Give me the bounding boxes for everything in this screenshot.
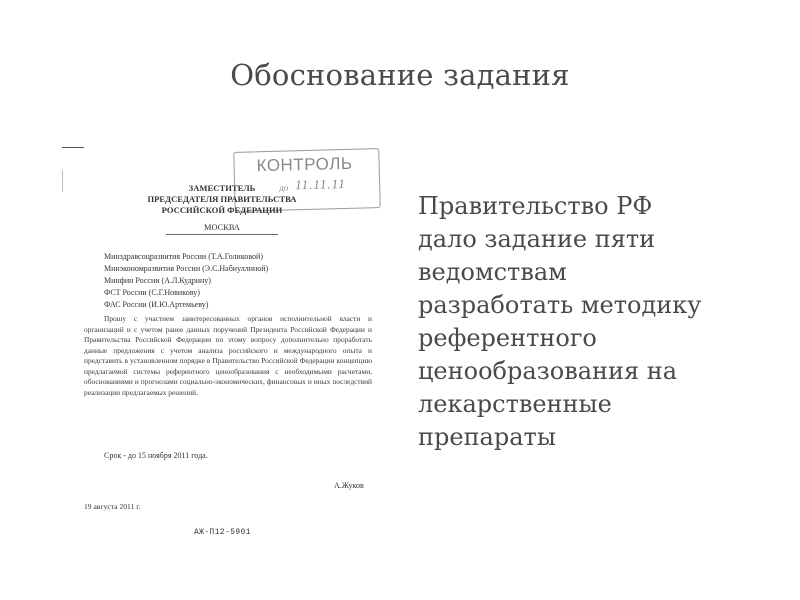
document-city: МОСКВА (204, 223, 240, 232)
side-text-line: ведомствам (418, 258, 567, 286)
side-description (418, 190, 778, 454)
addressee: Минфин России (А.Л.Кудрину) (104, 276, 211, 285)
slide-title: Обоснование задания (230, 58, 570, 92)
addressee: ФАС России (И.Ю.Артемьеву) (104, 300, 209, 309)
document-header-line: ПРЕДСЕДАТЕЛЯ ПРАВИТЕЛЬСТВА (147, 194, 297, 204)
side-text-line: лекарственные (418, 390, 612, 418)
scanned-document (62, 138, 380, 558)
side-text-line: референтного (418, 324, 597, 352)
side-text-line: ценообразования на (418, 357, 678, 385)
side-text-line: разработать методику (418, 291, 702, 319)
scan-dash-mark (62, 147, 84, 148)
document-date: 19 августа 2011 г. (84, 502, 141, 511)
side-text-line: Правительство РФ (418, 192, 653, 220)
addressee: ФСТ России (С.Г.Новикову) (104, 288, 200, 297)
stamp-handwritten-date: 11.11.11 (294, 175, 346, 193)
document-body: Прошу с участием заинтересованных органов исполнительной власти и организаций и с учетом ранее данных поручений Президента Российской Федерации и Правительства Российской Федерации по этому вопросу дополнительно проработать данные предложения с учетом анализа российского и международного опыта и представить в установленном порядке в Правительство Российской Федерации концепцию предлагаемой системы референтного ценообразования с необходимыми расчетами, обоснованиями и прогнозами социально-экономических, финансовых и иных последствий реализации предлагаемых решений. (84, 314, 372, 397)
document-header-line: ЗАМЕСТИТЕЛЬ (188, 183, 256, 193)
document-header-line: РОССИЙСКОЙ ФЕДЕРАЦИИ (161, 205, 283, 215)
document-deadline: Срок - до 15 ноября 2011 года. (104, 451, 208, 460)
document-reg-number: АЖ-П12-5901 (194, 529, 251, 537)
document-signature: А.Жуков (334, 481, 364, 490)
addressee: Минэкономразвития России (Э.С.Набиуллиной) (104, 264, 269, 273)
side-text-line: дало задание пяти (418, 225, 656, 253)
addressee-list (104, 251, 268, 311)
scan-corner-mark (62, 170, 63, 192)
stamp-label: КОНТРОЛЬ (256, 153, 353, 176)
side-text-line: препараты (418, 423, 556, 451)
stamp-prefix: до (279, 182, 289, 193)
addressee: Минздравсоцразвития России (Т.А.Голиковой) (104, 252, 263, 261)
city-underline (166, 234, 278, 235)
